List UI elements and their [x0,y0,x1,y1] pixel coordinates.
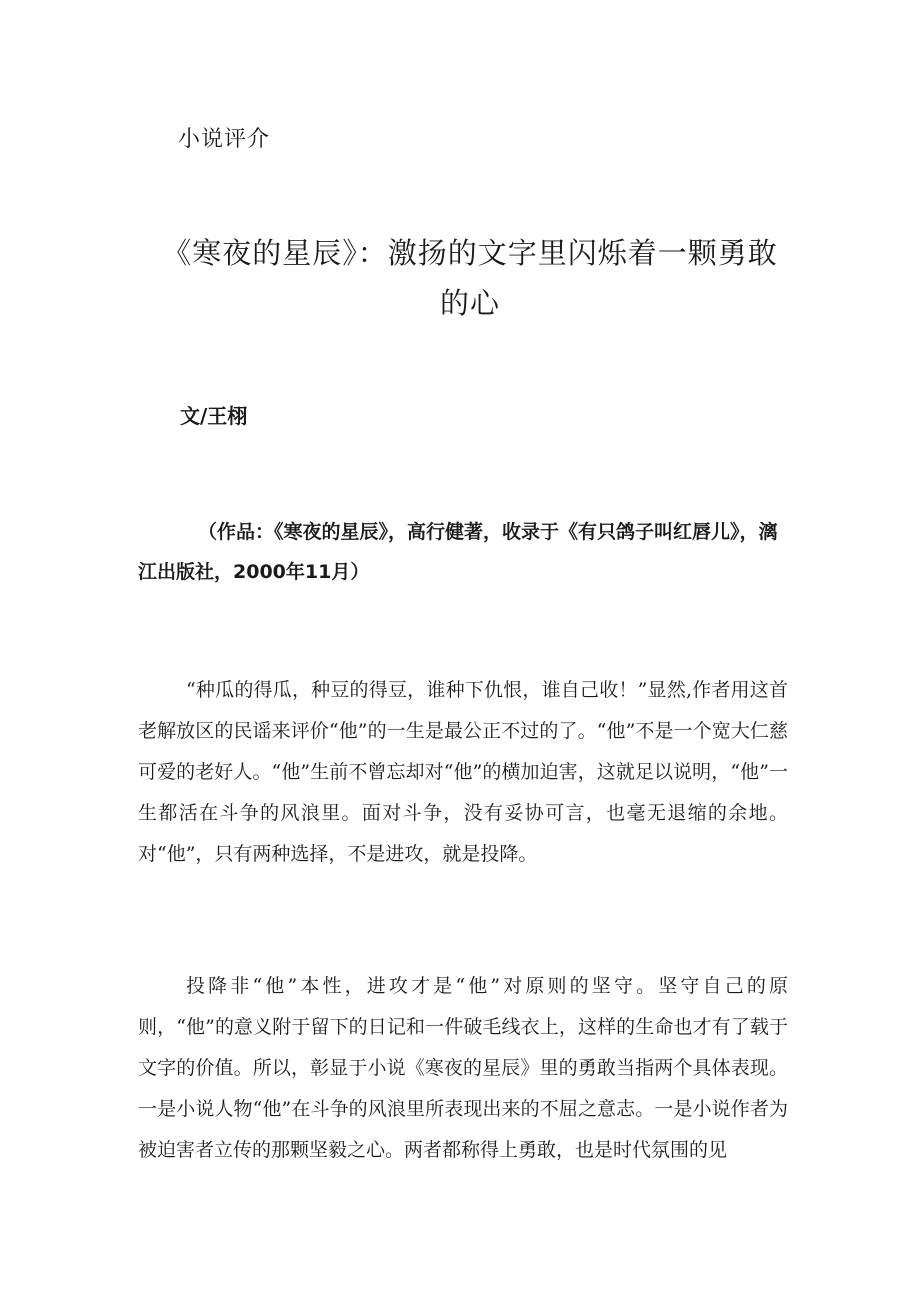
body-paragraph: “种瓜的得瓜，种豆的得豆，谁种下仇恨，谁自己收！”显然,作者用这首老解放区的民谣来评价“他”的一生是最公正不过的了。“他”不是一个宽大仁慈可爱的老好人。“他”生前不曾忘却对“他”的横加迫害，这就足以说明，“他”一生都活在斗争的风浪里。面对斗争，没有妥协可言，也毫无退缩的余地。对“他”，只有两种选择，不是进攻，就是投降。 [138,679,788,865]
category-label: 小说评介 [178,127,271,152]
article-title: 《寒夜的星辰》：激扬的文字里闪烁着一颗勇敢的心 [162,236,778,320]
work-info: （作品：《寒夜的星辰》，高行健著，收录于《有只鸽子叫红唇儿》，漓江出版社，2000年11月） [138,521,778,583]
body-paragraph: 投降非“他”本性，进攻才是“他”对原则的坚守。坚守自己的原则，“他”的意义附于留下的日记和一件破毛线衣上，这样的生命也才有了载于文字的价值。所以，彰显于小说《寒夜的星辰》里的勇敢当指两个具体表现。一是小说人物“他”在斗争的风浪里所表现出来的不屈之意志。一是小说作者为被迫害者立传的那颗坚毅之心。两者都称得上勇敢，也是时代氛围的见 [138,975,788,1161]
author-byline: 文/王栩 [180,404,248,428]
